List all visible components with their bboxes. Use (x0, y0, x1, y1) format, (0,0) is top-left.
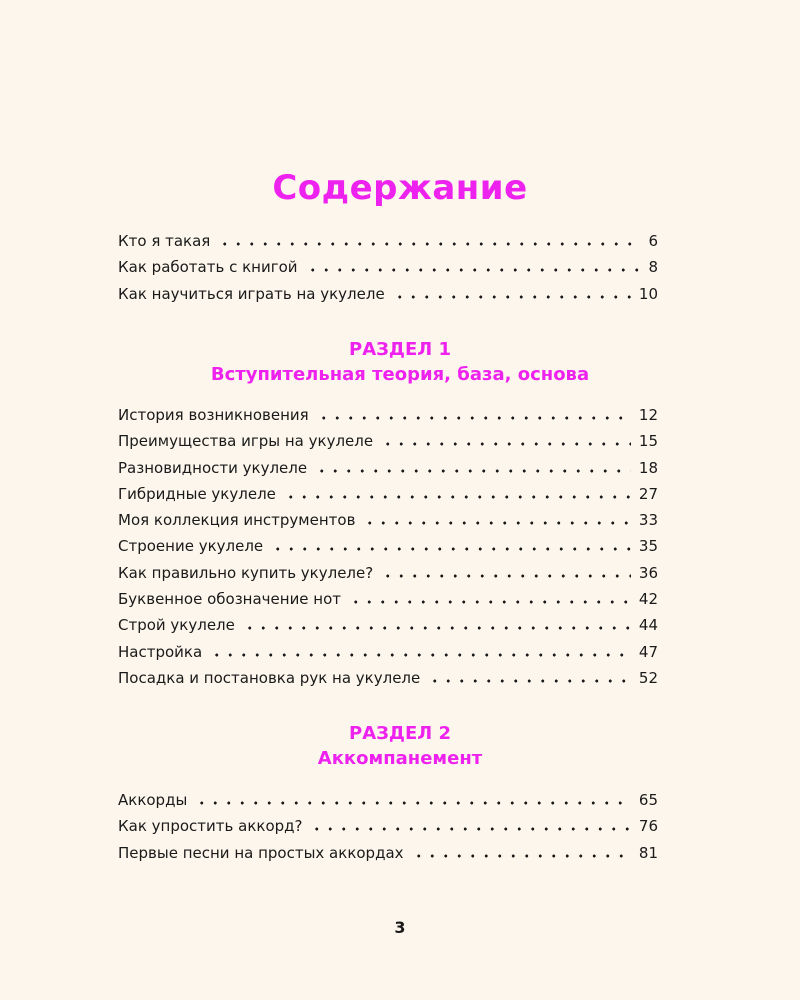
dot-leader (363, 521, 630, 525)
toc-entry[interactable] (118, 254, 658, 280)
toc-entry[interactable] (118, 787, 658, 813)
dot-leader (381, 574, 631, 578)
toc-entry-label: Настройка (118, 642, 203, 661)
toc-entry-page: 65 (638, 791, 658, 809)
toc-entry[interactable] (118, 402, 658, 428)
page-title: Содержание (272, 168, 528, 208)
dot-leader (317, 416, 631, 420)
toc-entry-label: Разновидности укулеле (118, 458, 308, 477)
toc-entry-label: Посадка и постановка рук на укулеле (118, 668, 421, 687)
toc-entry-page: 12 (638, 406, 658, 424)
toc-entry-label: Строй укулеле (118, 616, 235, 635)
dot-leader (381, 442, 631, 446)
dot-leader (315, 469, 631, 473)
toc-entry-label: Кто я такая (118, 232, 211, 250)
dot-leader (349, 600, 631, 604)
toc-entry[interactable] (118, 281, 658, 307)
toc-entry-page: 35 (638, 537, 658, 556)
toc-entry-label: Первые песни на простых аккордах (118, 843, 404, 862)
dot-leader (271, 547, 631, 551)
dot-leader (306, 268, 641, 272)
toc-entry-page: 44 (638, 616, 658, 635)
toc-entry-page: 18 (638, 458, 658, 477)
dot-leader (393, 295, 631, 299)
toc-entry-page: 15 (638, 432, 658, 451)
section-1-heading (0, 338, 800, 388)
dot-leader (428, 679, 631, 683)
toc-entry[interactable] (118, 840, 658, 866)
toc-entry[interactable] (118, 481, 658, 507)
dot-leader (412, 854, 631, 858)
toc-entry-page: 27 (638, 484, 658, 503)
toc-entry-label: Аккорды (118, 791, 188, 809)
toc-entry-page: 76 (638, 817, 658, 836)
toc-entry-page: 42 (638, 590, 658, 609)
toc-entry-page: 81 (638, 843, 658, 862)
section-2-number: РАЗДЕЛ 2 (349, 723, 451, 744)
toc-entry-label: Строение укулеле (118, 537, 264, 556)
dot-leader (218, 242, 640, 246)
toc-entry-page: 33 (638, 511, 658, 530)
toc-entry[interactable] (118, 665, 658, 691)
toc-entry-label: Как упростить аккорд? (118, 817, 303, 836)
dot-leader (210, 653, 631, 657)
toc-entry-label: Как научиться играть на укулеле (118, 284, 385, 303)
section-1-number: РАЗДЕЛ 1 (349, 339, 451, 360)
toc-entry-label: Моя коллекция инструментов (118, 511, 356, 530)
toc-entry-page: 8 (648, 258, 658, 277)
toc-entry-page: 6 (648, 232, 658, 250)
toc-entry-label: Гибридные укулеле (118, 484, 276, 503)
section-1-name: Вступительная теория, база, основа (210, 364, 590, 385)
toc-entry-page: 47 (638, 642, 658, 661)
toc-entry-page: 10 (638, 284, 658, 303)
toc-entry[interactable] (118, 228, 658, 254)
toc-section-1 (118, 402, 658, 691)
dot-leader (195, 801, 631, 805)
toc-intro (118, 228, 658, 307)
toc-entry[interactable] (118, 455, 658, 481)
toc-entry-label: Преимущества игры на укулеле (118, 432, 374, 451)
toc-entry[interactable] (118, 639, 658, 665)
section-2-heading (0, 722, 800, 772)
toc-entry[interactable] (118, 428, 658, 454)
toc-entry-label: Буквенное обозначение нот (118, 590, 342, 609)
toc-section-2 (118, 787, 658, 866)
toc-entry-page: 52 (638, 668, 658, 687)
dot-leader (284, 495, 631, 499)
toc-entry[interactable] (118, 586, 658, 612)
toc-entry-page: 36 (638, 563, 658, 582)
dot-leader (310, 827, 630, 831)
toc-entry[interactable] (118, 813, 658, 839)
dot-leader (243, 626, 631, 630)
toc-entry[interactable] (118, 533, 658, 559)
page-number: 3 (394, 918, 406, 937)
toc-entry-label: Как правильно купить укулеле? (118, 563, 374, 582)
section-2-name: Аккомпанемент (317, 748, 483, 769)
toc-entry-label: Как работать с книгой (118, 258, 298, 277)
toc-entry[interactable] (118, 507, 658, 533)
toc-entry[interactable] (118, 560, 658, 586)
toc-entry[interactable] (118, 612, 658, 638)
toc-entry-label: История возникновения (118, 406, 309, 424)
